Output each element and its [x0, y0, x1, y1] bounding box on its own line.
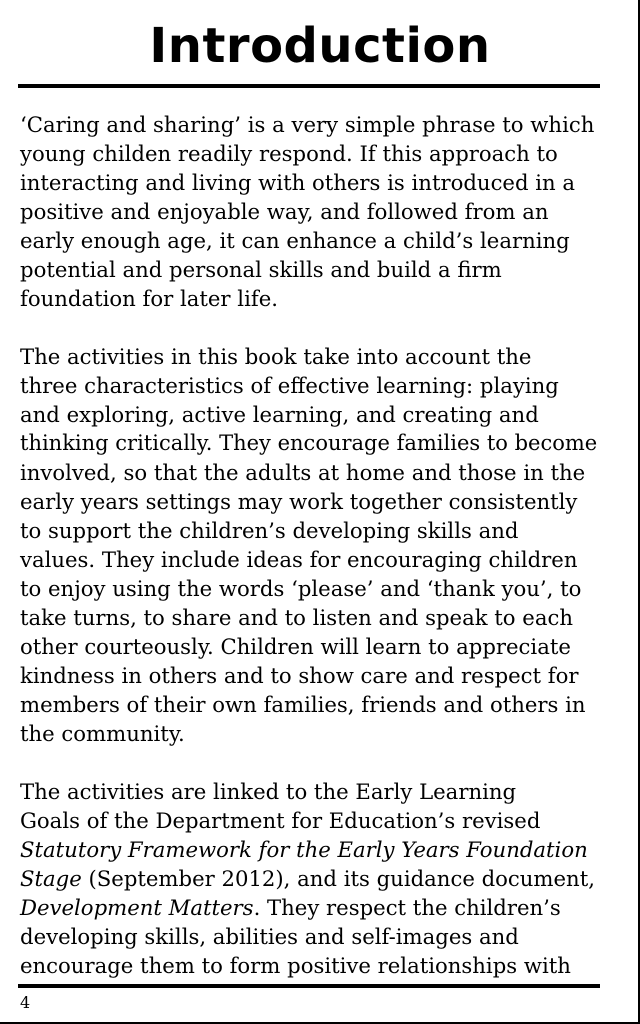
body-text [20, 110, 600, 1009]
text-segment: other courteously. Children will learn to appreciate [20, 634, 571, 659]
text-line [20, 371, 600, 400]
page-title: Introduction [149, 18, 491, 74]
paragraph [20, 342, 600, 748]
text-line [20, 719, 600, 748]
text-line [20, 661, 600, 690]
text-line [20, 197, 600, 226]
text-segment: foundation for later life. [20, 286, 278, 311]
text-line [20, 690, 600, 719]
text-segment: three characteristics of effective learning: playing [20, 373, 559, 398]
text-segment: The activities are linked to the Early Learning [20, 779, 517, 804]
text-segment: to support the children’s developing skills and [20, 518, 519, 543]
text-line [20, 806, 600, 835]
text-line [20, 255, 600, 284]
text-line [20, 458, 600, 487]
text-line [20, 110, 600, 139]
text-segment: thinking critically. They encourage families to become [20, 431, 598, 455]
text-segment: take turns, to share and to listen and speak to each [20, 605, 573, 630]
paragraph [20, 110, 600, 313]
text-segment: . They respect the children’s [253, 895, 561, 920]
text-segment: (September 2012), and its guidance document, [81, 866, 595, 891]
italic-title-text: Statutory Framework for the Early Years Foundation [20, 837, 588, 862]
italic-title-text: Stage [20, 866, 82, 891]
title-divider [18, 84, 600, 88]
text-segment: and exploring, active learning, and creating and [20, 402, 539, 427]
text-segment: young childen readily respond. If this approach to [20, 141, 558, 166]
text-line [20, 603, 600, 632]
text-line [20, 400, 600, 429]
text-segment: interacting and living with others is introduced in a [20, 170, 576, 195]
text-segment: positive and enjoyable way, and followed from an [20, 199, 549, 224]
text-segment: ‘Caring and sharing’ is a very simple phrase to which [20, 112, 595, 137]
text-segment: involved, so that the adults at home and those in the [20, 460, 586, 485]
text-line [20, 777, 600, 806]
text-line [20, 139, 600, 168]
text-line [20, 487, 600, 516]
text-line [20, 429, 600, 458]
footer-divider [18, 984, 600, 988]
text-line [20, 574, 600, 603]
text-line [20, 342, 600, 371]
text-line [20, 893, 600, 922]
text-line [20, 632, 600, 661]
text-segment: Goals of the Department for Education’s revised [20, 808, 541, 833]
text-line [20, 951, 600, 980]
text-line [20, 284, 600, 313]
text-segment: the community. [20, 721, 185, 746]
text-segment: members of their own families, friends and others in [20, 692, 586, 717]
text-segment: The activities in this book take into account the [20, 344, 532, 369]
text-line [20, 835, 600, 864]
text-segment: kindness in others and to show care and respect for [20, 663, 579, 688]
paragraph [20, 777, 600, 980]
italic-title-text: Development Matters [20, 895, 254, 920]
text-segment: encourage them to form positive relationships with [20, 953, 571, 978]
text-line [20, 226, 600, 255]
text-line [20, 516, 600, 545]
text-segment: values. They include ideas for encouraging children [20, 547, 578, 572]
text-segment: early years settings may work together consistently [20, 489, 578, 514]
text-line [20, 922, 600, 951]
text-segment: to enjoy using the words ‘please’ and ‘thank you’, to [20, 576, 582, 601]
page-number: 4 [20, 993, 31, 1012]
text-segment: potential and personal skills and build a firm [20, 257, 502, 282]
text-line [20, 168, 600, 197]
text-line [20, 864, 600, 893]
text-segment: developing skills, abilities and self-images and [20, 924, 519, 949]
text-line [20, 545, 600, 574]
text-segment: early enough age, it can enhance a child’s learning [20, 228, 570, 253]
